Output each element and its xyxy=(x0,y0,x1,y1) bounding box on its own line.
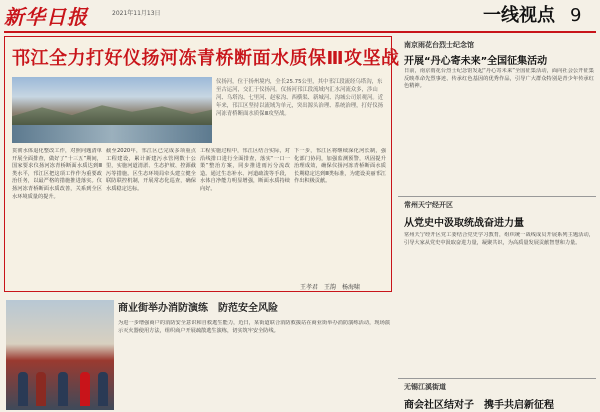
photo-figure xyxy=(98,372,108,406)
publication-date: 2021年11月13日 xyxy=(112,10,161,17)
photo-figure xyxy=(58,372,68,406)
right-divider xyxy=(398,378,596,379)
photo-river xyxy=(12,125,212,143)
lead-column-4: 下一步，邗江区将继续深化河长制，强化部门协同，加强监测预警，巩固提升治理成效，确保仪扬河冻青桥断面水质长期稳定达到Ⅲ类标准，为建设美丽邗江作出积极贡献。 xyxy=(294,148,386,185)
lead-photo-caption: 仪扬河，位于扬州境内，全长25.75公里，其中邗江段流经乌塔沟，东至古运河，交汇于仪扬河。仪扬河邗江段流域内汇水河流众多，涉山河、乌塔沟、七里河、赵家沟、西横渠、新城河、沟城公司景观河。近年来，邗江区坚持以流域为单元，突出源头治理、系统治理，打好仪扬河冻青桥断面水质保Ⅲ攻坚战。 xyxy=(216,79,384,117)
lead-photo xyxy=(12,77,212,143)
right-headline-3: 商会社区结对子 携手共启新征程 xyxy=(404,400,554,411)
right-body-2: 常州天宁经开区党工委结合党史学习教育，组织统一战线成员开展系列主题活动，引导大家从党史中汲取奋进力量，凝聚共识，为高质量发展贡献智慧和力量。 xyxy=(404,232,594,246)
right-divider xyxy=(398,196,596,197)
right-body-1: 日前，南京雨花台烈士纪念馆发起“丹心寄未来”全国征集活动，面向社会公开征集反映革命先烈事迹、传承红色基因的优秀作品，引导广大群众特别是青少年传承红色精神。 xyxy=(404,68,594,90)
story2-body: 为进一步增强商户的消防安全意识和自救逃生能力，近日，某街道联合消防救援站在商业街举办消防演练活动，现场演示灭火器使用方法，组织商户开展疏散逃生演练，切实筑牢安全防线。 xyxy=(118,320,390,334)
right-kicker-1: 南京雨花台烈士纪念馆 xyxy=(404,41,474,49)
lead-column-2: 截至2020年，邗江区已完成多项重点工程建设，累计新建污水管网数十公里，实施河道清淤、生态护坡、控源截污等措施。区生态环境局牵头建立健全联防联控机制，开展常态化巡查，确保水质稳定达标。 xyxy=(106,148,196,192)
lead-column-3: 工程实施过程中，邗江区结合实际，对沿线排口进行全面排查，落实“一口一策”整治方案，同步推进雨污分流改造。通过生态补水、河道疏浚等手段，水体自净能力明显增强，断面水质持续向好。 xyxy=(200,148,290,192)
right-kicker-2: 常州天宁经开区 xyxy=(404,201,453,209)
photo-figure xyxy=(36,372,46,406)
right-kicker-3: 无锡江溪街道 xyxy=(404,383,446,391)
page-number: 9 xyxy=(570,5,582,26)
right-headline-1: 开展“丹心寄未来”全国征集活动 xyxy=(404,56,548,67)
header-rule xyxy=(4,31,596,33)
lead-headline: 邗江全力打好仪扬河冻青桥断面水质保Ⅲ攻坚战 xyxy=(12,48,400,69)
photo-figure xyxy=(18,372,28,406)
section-title: 一线视点 xyxy=(483,5,555,26)
lead-byline: 王孝君 王韵 杨海啸 xyxy=(300,284,361,291)
photo-hills xyxy=(12,103,212,125)
page-header xyxy=(0,0,600,34)
story2-headline: 商业街举办消防演练 防范安全风险 xyxy=(118,303,278,314)
right-headline-2: 从党史中汲取统战奋进力量 xyxy=(404,218,524,229)
drill-photo xyxy=(6,300,114,410)
lead-column-1: 贯彻水体退化整改工作，对照问题清单开展全面排查，做好了“十三五”期间，国家要求仪扬河冻青桥断面水质达到Ⅲ类水平，邗江区把这项工作作为重要政治任务，以最严格的措施推进落实。仪扬河冻青桥断面水质改善，关系到全区水环境质量的提升。 xyxy=(12,148,102,200)
masthead-logo: 新华日报 xyxy=(4,5,88,29)
photo-figure xyxy=(80,372,90,406)
